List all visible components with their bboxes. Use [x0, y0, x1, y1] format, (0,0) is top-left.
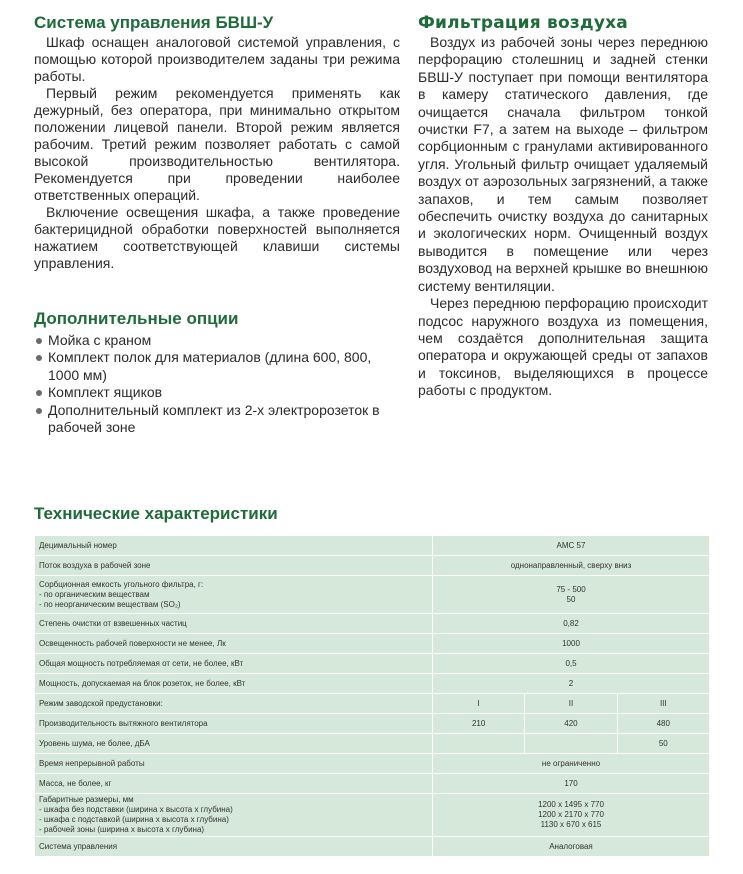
options-heading: Дополнительные опции	[34, 309, 239, 328]
table-row	[35, 674, 710, 694]
table-row	[35, 576, 710, 614]
row-label: Сорбционная емкость угольного фильтра, г: - по органическим веществам - по неорганическим веществам (SO₂)	[35, 576, 433, 614]
row-value: однонаправленный, сверху вниз	[433, 556, 710, 576]
row-label: Габаритные размеры, мм - шкафа без подставки (ширина х высота х глубина) - шкафа с подставкой (ширина х высота х глубина) - рабочей зоны (ширина х высота х глубина)	[35, 794, 433, 837]
table-row	[35, 837, 710, 857]
row-label: Масса, не более, кг	[35, 774, 433, 794]
table-row	[35, 634, 710, 654]
option-item: Комплект ящиков	[34, 384, 400, 401]
row-value: 0,82	[433, 614, 710, 634]
fan-3-value: 480	[617, 714, 709, 734]
control-paragraph-3: Включение освещения шкафа, а также проведение бактерицидной обработки поверхностей выполняется нажатием соответствующей клавиши системы управления.	[34, 204, 400, 271]
table-row	[35, 774, 710, 794]
mode-3-value: III	[617, 694, 709, 714]
control-system-heading: Система управления БВШ-У	[34, 13, 274, 32]
specs-table	[34, 535, 710, 857]
row-label: Система управления	[35, 837, 433, 857]
row-value: 1000	[433, 634, 710, 654]
control-paragraph-1: Шкаф оснащен аналоговой системой управления, с помощью которой производителем заданы три режима работы.	[34, 34, 400, 84]
table-row	[35, 536, 710, 556]
noise-2-value	[525, 734, 617, 754]
mode-2-value: II	[525, 694, 617, 714]
noise-1-value	[433, 734, 525, 754]
row-label: Мощность, допускаемая на блок розеток, не более, кВт	[35, 674, 433, 694]
air-filtration-heading: Фильтрация воздуха	[418, 13, 628, 33]
option-item: Комплект полок для материалов (длина 600, 800, 1000 мм)	[34, 349, 400, 384]
right-column	[418, 12, 708, 400]
row-label: Время непрерывной работы	[35, 754, 433, 774]
filtration-paragraph-1: Воздух из рабочей зоны через переднюю перфорацию столешниц и задней стенки БВШ-У поступает при помощи вентилятора в камеру статического давления, где очищается сначала фильтром тонкой очистки F7, а затем на выходе – фильтром сорбционным с гранулами активированного угля. Угольный фильтр очищает удаляемый воздух от аэрозольных загрязнений, а также запахов, и тем самым позволяет обеспечить очистку воздуха до санитарных и экологических норм. Очищенный воздух выводится в помещение или через воздуховод на верхней крышке во внешнюю систему вентиляции.	[418, 34, 708, 294]
row-label: Уровень шума, не более, дБА	[35, 734, 433, 754]
fan-1-value: 210	[433, 714, 525, 734]
row-label: Поток воздуха в рабочей зоне	[35, 556, 433, 576]
table-row	[35, 694, 710, 714]
table-row	[35, 794, 710, 837]
control-paragraph-2: Первый режим рекомендуется применять как дежурный, без оператора, при минимально открытом положении лицевой панели. Второй режим является рабочим. Третий режим позволяет работать с самой высокой производительностью вентилятора. Рекомендуется при проведении наиболее ответственных операций.	[34, 85, 400, 203]
row-label: Децимальный номер	[35, 536, 433, 556]
filtration-paragraph-2: Через переднюю перфорацию происходит подсос наружного воздуха из помещения, чем создаётся дополнительная защита оператора и окружающей среды от запахов и токсинов, выделяющихся в процессе работы с продуктом.	[418, 295, 708, 399]
fan-2-value: 420	[525, 714, 617, 734]
noise-3-value: 50	[617, 734, 709, 754]
specs-section	[34, 503, 710, 857]
table-row	[35, 556, 710, 576]
row-value: не ограниченно	[433, 754, 710, 774]
row-value: 75 - 500 50	[433, 576, 710, 614]
row-value: 170	[433, 774, 710, 794]
row-value: АМС 57	[433, 536, 710, 556]
row-label: Производительность вытяжного вентилятора	[35, 714, 433, 734]
option-item: Дополнительный комплект из 2-х электророзеток в рабочей зоне	[34, 402, 400, 437]
options-list	[34, 332, 400, 436]
specs-heading: Технические характеристики	[34, 504, 278, 523]
row-label: Общая мощность потребляемая от сети, не более, кВт	[35, 654, 433, 674]
table-row	[35, 754, 710, 774]
table-row	[35, 614, 710, 634]
left-column	[34, 12, 400, 436]
table-row	[35, 734, 710, 754]
option-item: Мойка с краном	[34, 332, 400, 349]
row-value: Аналоговая	[433, 837, 710, 857]
row-label: Режим заводской предустановки:	[35, 694, 433, 714]
row-label: Освещенность рабочей поверхности не менее, Лк	[35, 634, 433, 654]
table-row	[35, 654, 710, 674]
row-value: 1200 х 1495 х 770 1200 х 2170 х 770 1130 х 670 х 615	[433, 794, 710, 837]
row-label: Степень очистки от взвешенных частиц	[35, 614, 433, 634]
table-row	[35, 714, 710, 734]
row-value: 2	[433, 674, 710, 694]
mode-1-value: I	[433, 694, 525, 714]
row-value: 0,5	[433, 654, 710, 674]
